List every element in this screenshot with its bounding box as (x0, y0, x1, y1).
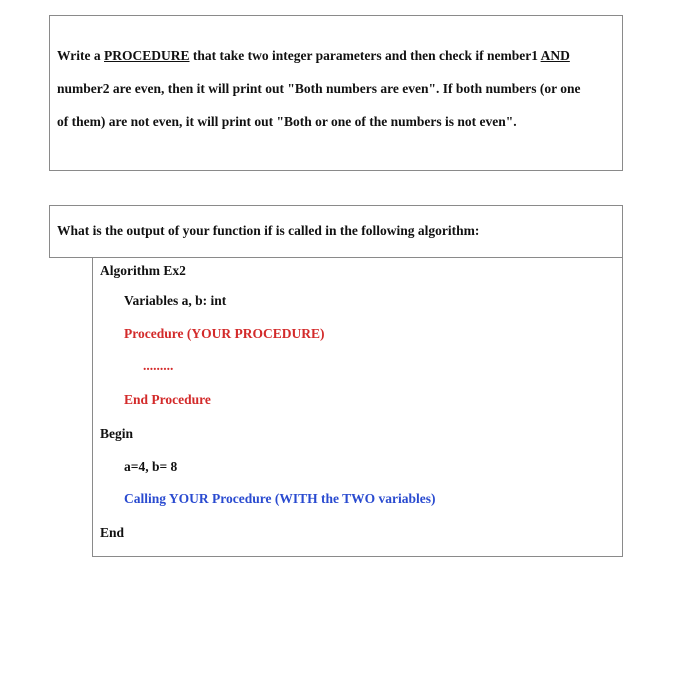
end-keyword: End (100, 525, 125, 540)
procedure-end: End Procedure (124, 392, 211, 407)
begin-keyword: Begin (100, 426, 134, 441)
task-line-1-prefix: Write a (57, 48, 104, 63)
task-line-1 (57, 48, 570, 64)
procedure-keyword: PROCEDURE (104, 48, 190, 63)
question-text: What is the output of your function if is called in the following algorithm: (57, 223, 480, 238)
task-line-3: of them) are not even, it will print out "Both or one of the numbers is not even". (57, 114, 517, 129)
and-keyword: AND (540, 48, 570, 63)
task-line-2: number2 are even, then it will print out "Both numbers are even". If both numbers (or one (57, 81, 581, 96)
procedure-call: Calling YOUR Procedure (WITH the TWO variables) (124, 491, 436, 506)
assignment-statement: a=4, b= 8 (124, 459, 178, 474)
procedure-start: Procedure (YOUR PROCEDURE) (124, 326, 325, 341)
variables-declaration: Variables a, b: int (124, 293, 227, 308)
task-line-1-middle: that take two integer parameters and then check if nember1 (189, 48, 541, 63)
algorithm-header: Algorithm Ex2 (100, 263, 186, 278)
procedure-body-ellipsis: ......... (143, 358, 174, 373)
